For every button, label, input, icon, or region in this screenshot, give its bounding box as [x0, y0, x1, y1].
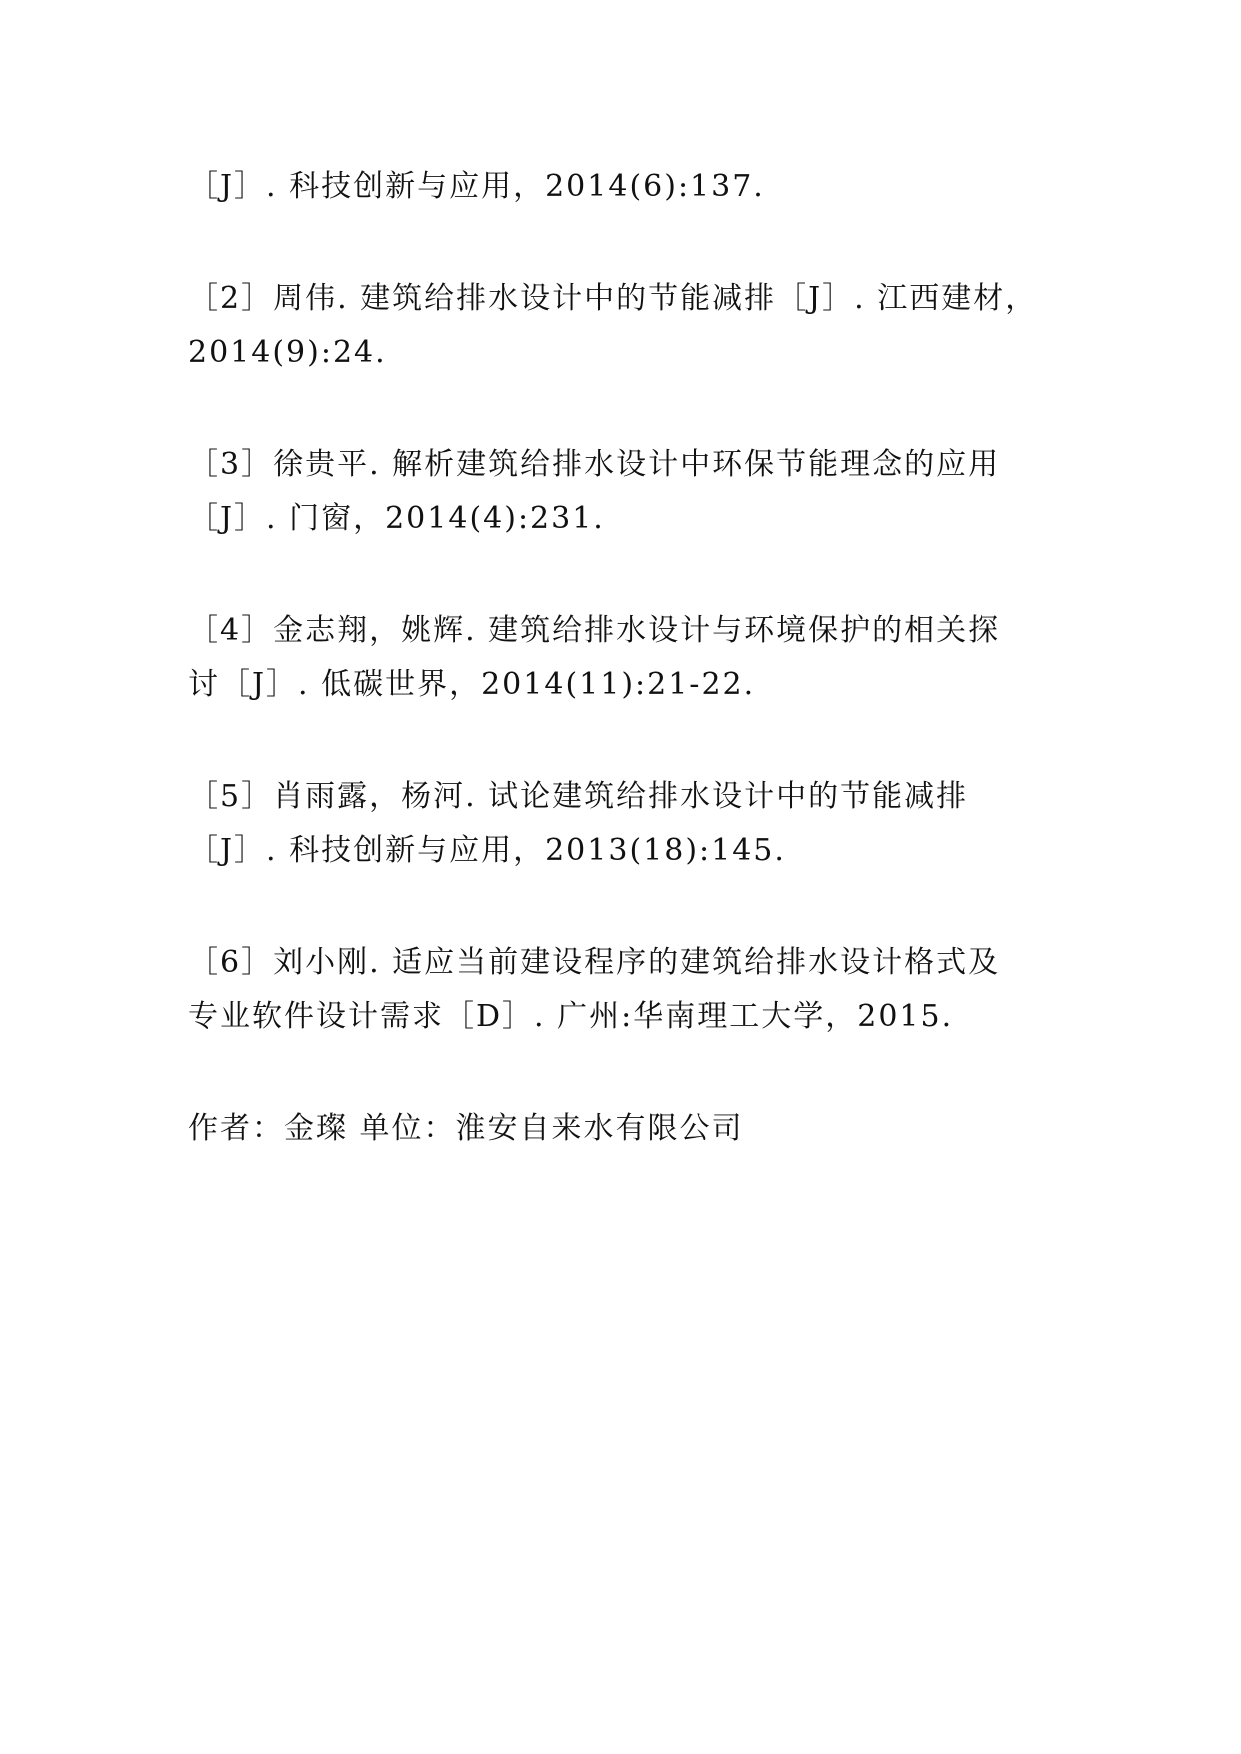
reference-entry [188, 272, 1068, 380]
reference-list [188, 160, 1068, 1156]
reference-text: ［J］. 科技创新与应用，2014(6):137. [188, 169, 765, 204]
reference-entry [188, 936, 1068, 1044]
reference-entry [188, 160, 1068, 214]
reference-text: ［J］. 门窗，2014(4):231. [188, 501, 605, 536]
reference-text: ［4］金志翔，姚辉. 建筑给排水设计与环境保护的相关探 [188, 613, 1001, 648]
reference-text: 2014(9):24. [188, 335, 387, 370]
reference-entry [188, 604, 1068, 712]
reference-text: ［3］徐贵平. 解析建筑给排水设计中环保节能理念的应用 [188, 447, 1001, 482]
author-info: 作者：金璨 单位：淮安自来水有限公司 [188, 1111, 744, 1146]
reference-text: 专业软件设计需求［D］. 广州:华南理工大学，2015. [188, 999, 954, 1034]
reference-text: ［2］周伟. 建筑给排水设计中的节能减排［J］. 江西建材， [188, 281, 1038, 316]
reference-text: ［6］刘小刚. 适应当前建设程序的建筑给排水设计格式及 [188, 945, 1001, 980]
reference-text: ［5］肖雨露，杨河. 试论建筑给排水设计中的节能减排 [188, 779, 969, 814]
reference-text: 讨［J］. 低碳世界，2014(11):21-22. [188, 667, 756, 702]
reference-entry [188, 438, 1068, 546]
reference-text: ［J］. 科技创新与应用，2013(18):145. [188, 833, 786, 868]
reference-entry [188, 770, 1068, 878]
